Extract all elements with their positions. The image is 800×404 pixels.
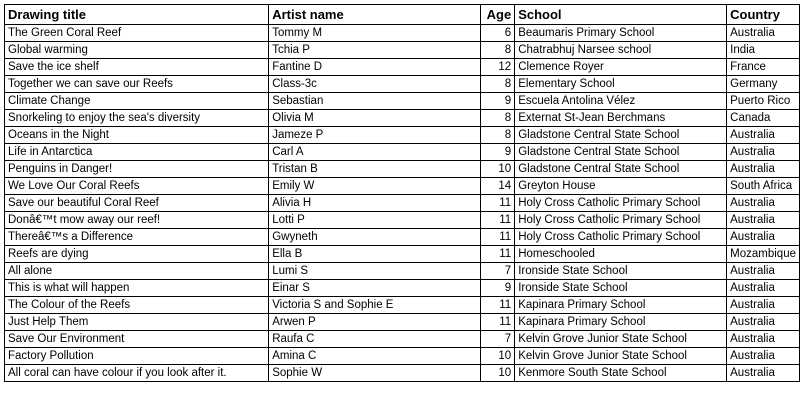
country-cell: Australia (727, 195, 800, 212)
artist-name-cell: Sophie W (269, 365, 481, 382)
country-cell: Australia (727, 297, 800, 314)
table-row (5, 25, 800, 42)
table-row (5, 161, 800, 178)
drawing-title-cell: All coral can have colour if you look after it. (5, 365, 269, 382)
header-country: Country (727, 5, 800, 25)
country-cell: Australia (727, 314, 800, 331)
table-row (5, 229, 800, 246)
header-age: Age (481, 5, 515, 25)
drawing-title-cell: We Love Our Coral Reefs (5, 178, 269, 195)
age-cell: 10 (481, 161, 515, 178)
age-cell: 12 (481, 59, 515, 76)
age-cell: 11 (481, 229, 515, 246)
age-cell: 11 (481, 195, 515, 212)
country-cell: Australia (727, 263, 800, 280)
school-cell: Ironside State School (515, 280, 727, 297)
table-row (5, 263, 800, 280)
age-cell: 6 (481, 25, 515, 42)
table-row (5, 297, 800, 314)
artist-name-cell: Tommy M (269, 25, 481, 42)
artist-name-cell: Arwen P (269, 314, 481, 331)
school-cell: Homeschooled (515, 246, 727, 263)
artist-name-cell: Sebastian (269, 93, 481, 110)
country-cell: Australia (727, 348, 800, 365)
age-cell: 11 (481, 314, 515, 331)
drawing-title-cell: Climate Change (5, 93, 269, 110)
drawing-title-cell: Thereâ€™s a Difference (5, 229, 269, 246)
drawing-title-cell: Penguins in Danger! (5, 161, 269, 178)
artist-name-cell: Gwyneth (269, 229, 481, 246)
school-cell: Externat St-Jean Berchmans (515, 110, 727, 127)
table-row (5, 365, 800, 382)
artist-name-cell: Emily W (269, 178, 481, 195)
school-cell: Kelvin Grove Junior State School (515, 348, 727, 365)
country-cell: Australia (727, 144, 800, 161)
school-cell: Holy Cross Catholic Primary School (515, 229, 727, 246)
table-row (5, 59, 800, 76)
drawing-title-cell: The Colour of the Reefs (5, 297, 269, 314)
table-row (5, 314, 800, 331)
age-cell: 14 (481, 178, 515, 195)
age-cell: 11 (481, 246, 515, 263)
school-cell: Kapinara Primary School (515, 297, 727, 314)
table-row (5, 212, 800, 229)
age-cell: 11 (481, 212, 515, 229)
drawing-title-cell: Donâ€™t mow away our reef! (5, 212, 269, 229)
drawing-title-cell: Factory Pollution (5, 348, 269, 365)
artist-name-cell: Ella B (269, 246, 481, 263)
country-cell: Germany (727, 76, 800, 93)
country-cell: Australia (727, 280, 800, 297)
artist-name-cell: Lotti P (269, 212, 481, 229)
drawing-title-cell: Reefs are dying (5, 246, 269, 263)
table-row (5, 93, 800, 110)
school-cell: Clemence Royer (515, 59, 727, 76)
school-cell: Gladstone Central State School (515, 144, 727, 161)
country-cell: Puerto Rico (727, 93, 800, 110)
age-cell: 7 (481, 263, 515, 280)
table-row (5, 195, 800, 212)
school-cell: Elementary School (515, 76, 727, 93)
country-cell: South Africa (727, 178, 800, 195)
artist-name-cell: Tchia P (269, 42, 481, 59)
school-cell: Gladstone Central State School (515, 161, 727, 178)
artist-name-cell: Amina C (269, 348, 481, 365)
school-cell: Greyton House (515, 178, 727, 195)
table-row (5, 348, 800, 365)
drawing-title-cell: Together we can save our Reefs (5, 76, 269, 93)
age-cell: 8 (481, 76, 515, 93)
drawing-title-cell: All alone (5, 263, 269, 280)
entries-table (4, 4, 800, 382)
table-row (5, 76, 800, 93)
header-row (5, 5, 800, 25)
header-drawing-title: Drawing title (5, 5, 269, 25)
drawing-title-cell: The Green Coral Reef (5, 25, 269, 42)
age-cell: 8 (481, 127, 515, 144)
table-row (5, 110, 800, 127)
country-cell: Australia (727, 25, 800, 42)
age-cell: 9 (481, 144, 515, 161)
school-cell: Escuela Antolina Vélez (515, 93, 727, 110)
country-cell: Australia (727, 365, 800, 382)
age-cell: 9 (481, 280, 515, 297)
drawing-title-cell: Global warming (5, 42, 269, 59)
drawing-title-cell: Just Help Them (5, 314, 269, 331)
table-row (5, 144, 800, 161)
age-cell: 11 (481, 297, 515, 314)
table-row (5, 246, 800, 263)
header-school: School (515, 5, 727, 25)
age-cell: 8 (481, 110, 515, 127)
table-row (5, 178, 800, 195)
header-artist-name: Artist name (269, 5, 481, 25)
drawing-title-cell: Save the ice shelf (5, 59, 269, 76)
drawing-title-cell: Save our beautiful Coral Reef (5, 195, 269, 212)
age-cell: 9 (481, 93, 515, 110)
artist-name-cell: Lumi S (269, 263, 481, 280)
table-row (5, 42, 800, 59)
artist-name-cell: Olivia M (269, 110, 481, 127)
drawing-title-cell: Save Our Environment (5, 331, 269, 348)
artist-name-cell: Fantine D (269, 59, 481, 76)
table-row (5, 127, 800, 144)
drawing-title-cell: Life in Antarctica (5, 144, 269, 161)
country-cell: Canada (727, 110, 800, 127)
country-cell: India (727, 42, 800, 59)
age-cell: 10 (481, 365, 515, 382)
age-cell: 8 (481, 42, 515, 59)
school-cell: Kapinara Primary School (515, 314, 727, 331)
table-row (5, 280, 800, 297)
artist-name-cell: Raufa C (269, 331, 481, 348)
artist-name-cell: Victoria S and Sophie E (269, 297, 481, 314)
country-cell: Australia (727, 331, 800, 348)
artist-name-cell: Tristan B (269, 161, 481, 178)
school-cell: Chatrabhuj Narsee school (515, 42, 727, 59)
school-cell: Holy Cross Catholic Primary School (515, 195, 727, 212)
country-cell: Australia (727, 229, 800, 246)
artist-name-cell: Einar S (269, 280, 481, 297)
school-cell: Holy Cross Catholic Primary School (515, 212, 727, 229)
school-cell: Kenmore South State School (515, 365, 727, 382)
table-row (5, 331, 800, 348)
country-cell: Australia (727, 127, 800, 144)
country-cell: Mozambique (727, 246, 800, 263)
drawing-title-cell: Snorkeling to enjoy the sea's diversity (5, 110, 269, 127)
school-cell: Ironside State School (515, 263, 727, 280)
school-cell: Gladstone Central State School (515, 127, 727, 144)
artist-name-cell: Jameze P (269, 127, 481, 144)
country-cell: Australia (727, 161, 800, 178)
artist-name-cell: Carl A (269, 144, 481, 161)
country-cell: France (727, 59, 800, 76)
drawing-title-cell: This is what will happen (5, 280, 269, 297)
school-cell: Kelvin Grove Junior State School (515, 331, 727, 348)
artist-name-cell: Alivia H (269, 195, 481, 212)
drawing-title-cell: Oceans in the Night (5, 127, 269, 144)
age-cell: 10 (481, 348, 515, 365)
artist-name-cell: Class-3c (269, 76, 481, 93)
school-cell: Beaumaris Primary School (515, 25, 727, 42)
age-cell: 7 (481, 331, 515, 348)
country-cell: Australia (727, 212, 800, 229)
